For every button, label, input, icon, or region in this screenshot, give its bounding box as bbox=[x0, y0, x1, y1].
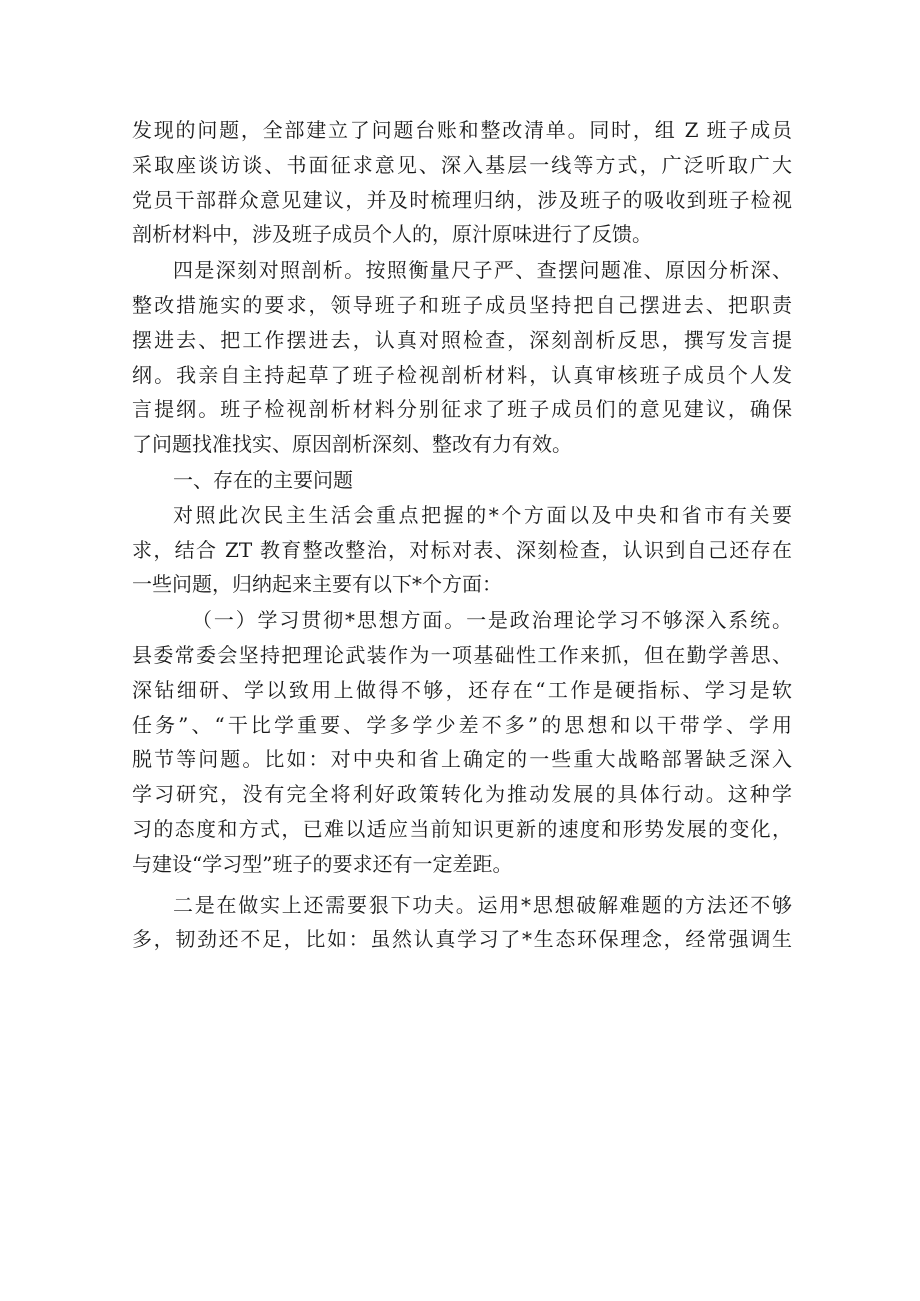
text-line: 二是在做实上还需要狠下功夫。运用*思想破解难题的方法还不够 bbox=[173, 892, 792, 917]
text-line: （一）学习贯彻*思想方面。一是政治理论学习不够深入系统。 bbox=[192, 608, 792, 633]
text-line: 采取座谈访谈、书面征求意见、深入基层一线等方式，广泛听取广大 bbox=[132, 152, 792, 177]
text-line: 摆进去、把工作摆进去，认真对照检查，深刻剖析反思，撰写发言提 bbox=[132, 327, 792, 352]
text-line: 县委常委会坚持把理论武装作为一项基础性工作来抓，但在勤学善思、 bbox=[132, 642, 792, 667]
section-heading: 一、存在的主要问题 bbox=[173, 467, 353, 492]
paragraph-study bbox=[132, 603, 792, 881]
text-line: 脱节等问题。比如：对中央和省上确定的一些重大战略部署缺乏深入 bbox=[132, 747, 792, 772]
text-line: 纲。我亲自主持起草了班子检视剖析材料，认真审核班子成员个人发 bbox=[132, 362, 792, 387]
text-line: 四是深刻对照剖析。按照衡量尺子严、查摆问题准、原因分析深、 bbox=[173, 258, 792, 283]
text-line: 党员干部群众意见建议，并及时梳理归纳，涉及班子的吸收到班子检视 bbox=[132, 187, 792, 212]
text-line: 与建设“学习型”班子的要求还有一定差距。 bbox=[132, 851, 513, 876]
text-line: 剖析材料中，涉及班子成员个人的，原汁原味进行了反馈。 bbox=[132, 222, 652, 247]
text-line: 任务”、“干比学重要、学多学少差不多”的思想和以干带学、学用 bbox=[132, 712, 792, 737]
text-line: 一些问题，归纳起来主要有以下*个方面： bbox=[132, 572, 502, 597]
text-line: 发现的问题，全部建立了问题台账和整改清单。同时，组 Z 班子成员 bbox=[132, 118, 792, 142]
text-line: 言提纲。班子检视剖析材料分别征求了班子成员们的意见建议，确保 bbox=[132, 397, 792, 422]
document-body bbox=[132, 113, 792, 957]
paragraph-contrast bbox=[132, 498, 792, 602]
paragraph-deep-analysis bbox=[132, 253, 792, 462]
text-line: 深钻细研、学以致用上做得不够，还存在“工作是硬指标、学习是软 bbox=[132, 677, 792, 702]
section-heading-main-problems bbox=[132, 463, 792, 498]
paragraph-practice bbox=[132, 888, 792, 958]
paragraph-continued-problems bbox=[132, 113, 792, 252]
text-line: 求，结合 ZT 教育整改整治，对标对表、深刻检查，认识到自己还存在 bbox=[132, 537, 792, 562]
text-line: 学习研究，没有完全将利好政策转化为推动发展的具体行动。这种学 bbox=[132, 782, 792, 807]
text-line: 多，韧劲还不足，比如：虽然认真学习了*生态环保理念，经常强调生 bbox=[132, 927, 792, 952]
text-line: 整改措施实的要求，领导班子和班子成员坚持把自己摆进去、把职责 bbox=[132, 292, 792, 317]
text-line: 习的态度和方式，已难以适应当前知识更新的速度和形势发展的变化， bbox=[132, 816, 792, 841]
text-line: 了问题找准找实、原因剖析深刻、整改有力有效。 bbox=[132, 432, 572, 457]
text-line: 对照此次民主生活会重点把握的*个方面以及中央和省市有关要 bbox=[173, 502, 792, 527]
